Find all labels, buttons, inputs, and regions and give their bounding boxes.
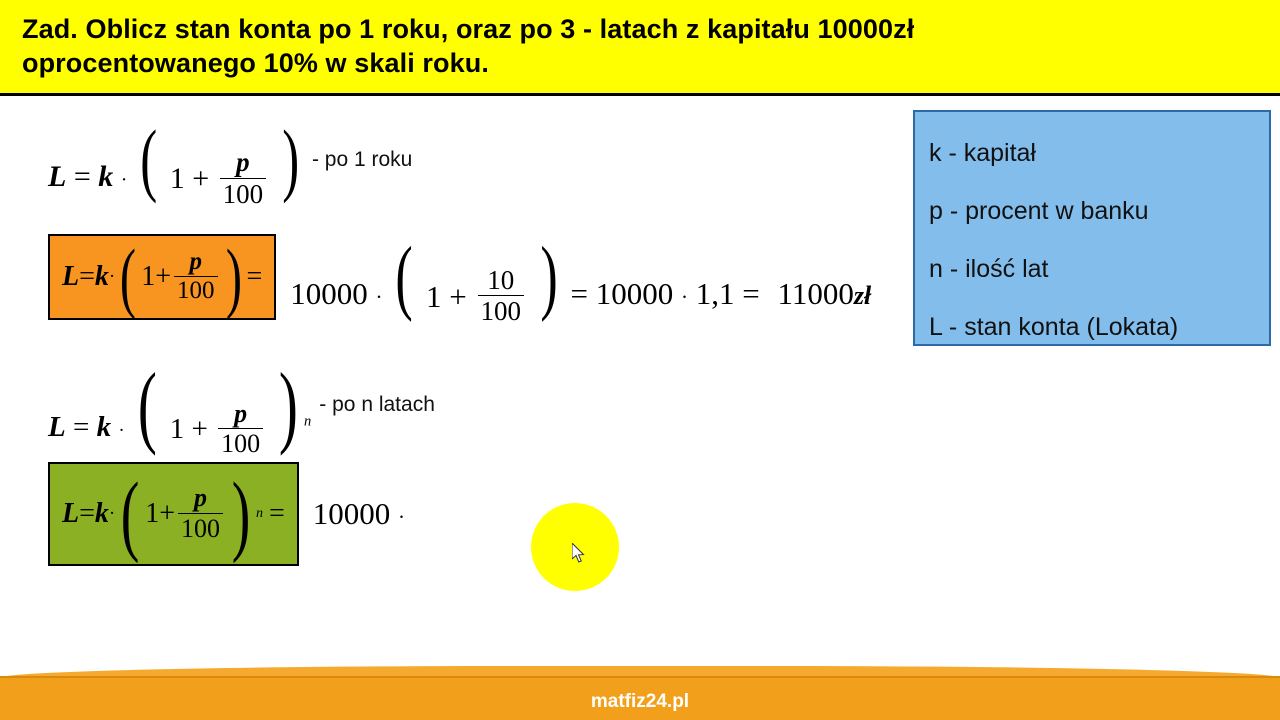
paren-open: (: [120, 233, 137, 321]
operator-equals-2: =: [269, 498, 285, 529]
operator-plus: +: [159, 498, 176, 529]
operator-dot-2: ·: [375, 285, 383, 309]
symbol-L: L: [62, 261, 80, 293]
operator-plus: +: [192, 162, 210, 196]
fraction-p-over-100: [218, 400, 263, 458]
header-line-2: oprocentowanego 10% w skali roku.: [22, 48, 489, 78]
formula-1-label: - po 1 roku: [311, 148, 413, 172]
operator-equals: =: [73, 160, 91, 193]
header-banner: [0, 0, 1190, 96]
operator-dot: ·: [108, 266, 116, 288]
operator-equals: =: [79, 261, 95, 293]
number-one: 1: [141, 261, 156, 293]
paren-open: (: [120, 464, 140, 564]
fraction-denominator-b: 100: [480, 296, 522, 327]
operator-plus: +: [191, 412, 208, 445]
paren-close: ): [281, 113, 299, 204]
fraction-denominator: 100: [222, 178, 264, 209]
fraction-denominator: 100: [177, 276, 215, 304]
symbol-L: L: [48, 411, 66, 443]
symbol-k: k: [96, 411, 112, 443]
paren-close: ): [231, 464, 251, 564]
number-one: 1: [145, 498, 160, 529]
paren-close-2: ): [540, 230, 558, 323]
legend-item-L: L - stan konta (Lokata): [929, 313, 1179, 341]
paren-close: ): [279, 354, 299, 456]
number-one: 1: [169, 162, 185, 196]
legend-item-k: k - kapitał: [929, 139, 1036, 167]
formula-row-3: [48, 352, 435, 458]
paren-open-2: (: [395, 230, 413, 323]
fraction-p-over-100: [178, 484, 223, 542]
fraction-numerator-rate: 10: [478, 266, 525, 296]
number-one: 1: [169, 412, 185, 445]
symbol-k: k: [98, 160, 114, 193]
operator-equals: =: [72, 411, 90, 443]
fraction-numerator: p: [220, 148, 267, 178]
operator-plus-b: +: [449, 278, 467, 314]
operator-equals-4: =: [742, 276, 760, 311]
legend-box: [913, 110, 1271, 346]
operator-dot-3: ·: [680, 285, 688, 309]
operator-dot: ·: [108, 503, 116, 524]
fraction-numerator: p: [174, 249, 218, 277]
fraction-numerator: p: [218, 400, 263, 429]
formula-3: [48, 352, 311, 458]
value-capital: 10000: [290, 276, 368, 311]
footer-brand: matfiz24.pl: [590, 691, 690, 712]
mouse-cursor-icon: [572, 543, 586, 563]
paren-close: ): [225, 233, 242, 321]
fraction-p-over-100: [220, 148, 267, 208]
highlighted-formula-green: [48, 462, 299, 566]
fraction-numerator: p: [178, 484, 223, 513]
operator-equals: =: [79, 498, 95, 529]
header-banner-filler: [1190, 0, 1280, 96]
symbol-k: k: [94, 261, 109, 293]
operator-dot-2: ·: [398, 505, 406, 529]
formula-2-evaluation: [290, 228, 871, 327]
header-line-1: Zad. Oblicz stan konta po 1 roku, oraz po 3 - latach z kapitału 10000zł: [22, 14, 915, 44]
fraction-denominator: 100: [181, 513, 221, 543]
symbol-L: L: [62, 498, 80, 529]
symbol-L: L: [48, 160, 67, 193]
operator-equals-2: =: [246, 261, 263, 293]
exponent-n: n: [256, 506, 263, 521]
symbol-k: k: [94, 498, 109, 529]
value-capital: 10000: [312, 496, 391, 531]
value-result: 11000: [777, 276, 854, 311]
fraction-10-over-100: [478, 266, 525, 326]
formula-row-4: [48, 462, 405, 566]
fraction-p-over-100: [174, 249, 218, 305]
operator-dot: ·: [118, 420, 125, 441]
formula-3-label: - po n latach: [319, 393, 435, 417]
paren-open: (: [140, 113, 158, 204]
highlighted-formula-orange: [48, 234, 276, 320]
operator-equals-3: =: [570, 276, 588, 311]
paren-open: (: [137, 354, 157, 456]
value-factor: 1,1: [695, 276, 735, 311]
number-one-b: 1: [426, 278, 442, 314]
exponent-n: n: [304, 413, 312, 430]
fraction-denominator: 100: [221, 428, 261, 458]
legend-item-n: n - ilość lat: [929, 255, 1049, 283]
header-text: [0, 0, 1190, 80]
legend-item-p: p - procent w banku: [929, 197, 1149, 225]
formula-row-2: [48, 228, 871, 327]
currency-unit: zł: [853, 281, 872, 310]
formula-4-evaluation: [313, 496, 405, 532]
formula-row-1: [48, 112, 412, 209]
operator-dot: ·: [120, 169, 128, 191]
operator-plus: +: [155, 261, 172, 293]
formula-1: [48, 112, 304, 209]
value-capital-2: 10000: [595, 276, 674, 311]
